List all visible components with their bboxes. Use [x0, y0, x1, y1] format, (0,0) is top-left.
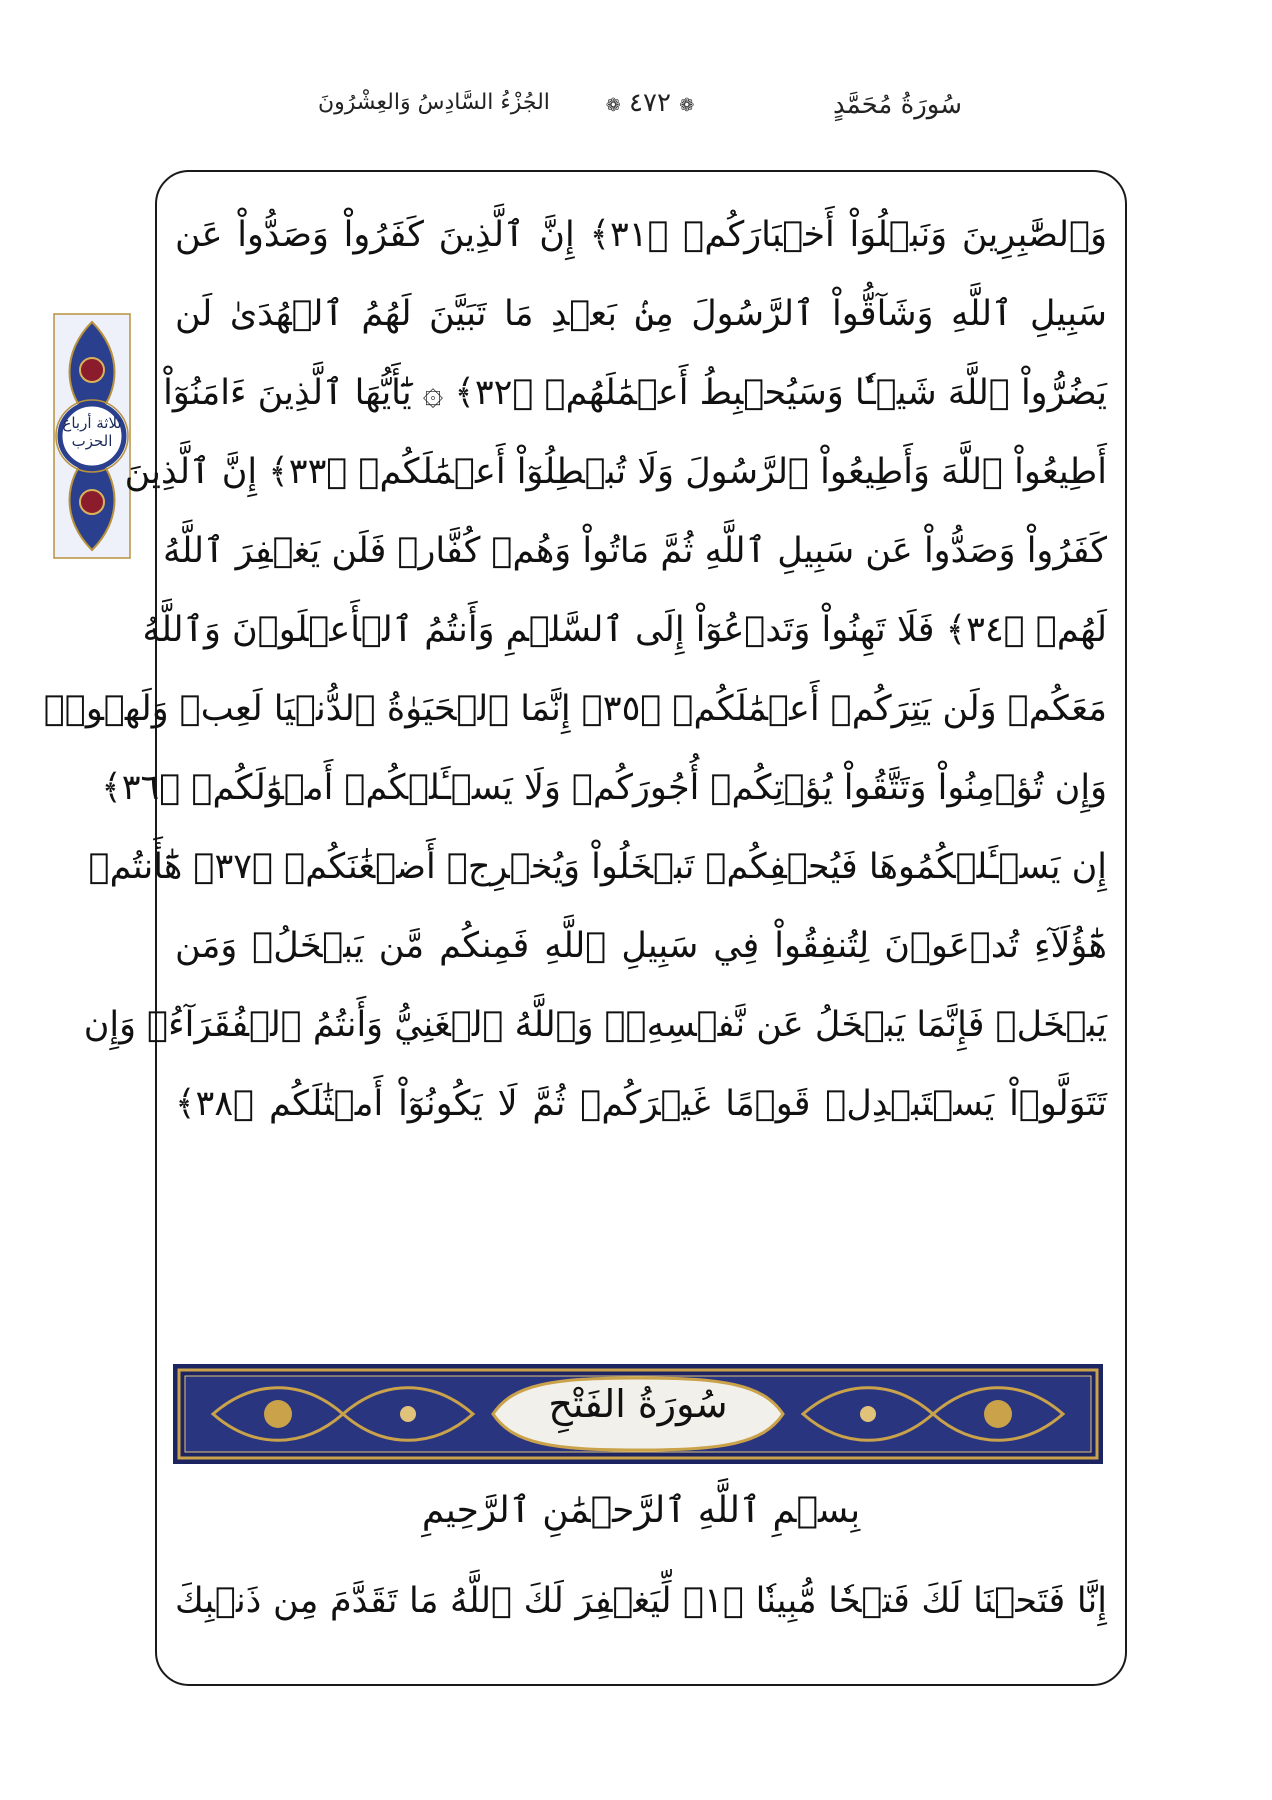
verse-line: أَطِيعُواْ ٱللَّهَ وَأَطِيعُواْ ٱلرَّسُولَ وَلَا تُبۡطِلُوٓاْ أَعۡمَٰلَكُمۡ ﴿٣٣﴾ إِنَّ ٱلَّذِينَ — [124, 452, 1107, 492]
basmala: بِسۡمِ ٱللَّهِ ٱلرَّحۡمَٰنِ ٱلرَّحِيمِ — [421, 1490, 861, 1531]
verse-line: يَبۡخَلۡ فَإِنَّمَا يَبۡخَلُ عَن نَّفۡسِهِۦۚ وَٱللَّهُ ٱلۡغَنِيُّ وَأَنتُمُ ٱلۡفُقَرَآءُۚ وَإِن — [83, 1005, 1107, 1045]
verse-line: تَتَوَلَّوۡاْ يَسۡتَبۡدِلۡ قَوۡمًا غَيۡرَكُمۡ ثُمَّ لَا يَكُونُوٓاْ أَمۡثَٰلَكُم ﴿٣٨﴾ — [175, 1084, 1107, 1124]
hizb-marker-label: ثلاثة أرباع الحزب — [62, 414, 122, 450]
verse-line: وَٱلصَّٰبِرِينَ وَنَبۡلُوَاْ أَخۡبَارَكُمۡ ﴿٣١﴾ إِنَّ ٱلَّذِينَ كَفَرُواْ وَصَدُّواْ عَن — [175, 215, 1107, 255]
verse-line: إِن يَسۡـَٔلۡكُمُوهَا فَيُحۡفِكُمۡ تَبۡخَلُواْ وَيُخۡرِجۡ أَضۡغَٰنَكُمۡ ﴿٣٧﴾ هَٰٓأَنتُمۡ — [88, 847, 1107, 887]
verse-line: سَبِيلِ ٱللَّهِ وَشَآقُّواْ ٱلرَّسُولَ مِنۢ بَعۡدِ مَا تَبَيَّنَ لَهُمُ ٱلۡهُدَىٰ لَن — [175, 294, 1107, 334]
page-number: ٤٧٢ — [629, 88, 671, 118]
verse-line: يَضُرُّواْ ٱللَّهَ شَيۡـٔٗا وَسَيُحۡبِطُ أَعۡمَٰلَهُمۡ ﴿٣٢﴾ ۞ يَٰٓأَيُّهَا ٱلَّذِينَ ءَامَنُوٓاْ — [163, 373, 1107, 413]
verse-line: وَإِن تُؤۡمِنُواْ وَتَتَّقُواْ يُؤۡتِكُمۡ أُجُورَكُمۡ وَلَا يَسۡـَٔلۡكُمۡ أَمۡوَٰلَكُمۡ ﴿٣٦﴾ — [101, 768, 1107, 808]
verse-line: إِنَّا فَتَحۡنَا لَكَ فَتۡحٗا مُّبِينٗا ﴿١﴾ لِّيَغۡفِرَ لَكَ ٱللَّهُ مَا تَقَدَّمَ مِن ذَنۢبِكَ — [175, 1581, 1107, 1621]
verse-lines-new-surah — [175, 1562, 1107, 1641]
surah-name: سُورَةُ الفَتْحِ — [548, 1382, 728, 1426]
verse-line: لَهُمۡ ﴿٣٤﴾ فَلَا تَهِنُواْ وَتَدۡعُوٓاْ إِلَى ٱلسَّلۡمِ وَأَنتُمُ ٱلۡأَعۡلَوۡنَ وَٱللَّهُ — [142, 610, 1107, 650]
verse-line: كَفَرُواْ وَصَدُّواْ عَن سَبِيلِ ٱللَّهِ ثُمَّ مَاتُواْ وَهُمۡ كُفَّارٞ فَلَن يَغۡفِرَ ٱللَّهُ — [162, 531, 1107, 571]
header-page-number-wrap — [600, 88, 700, 118]
verse-line: هَٰٓؤُلَآءِ تُدۡعَوۡنَ لِتُنفِقُواْ فِي سَبِيلِ ٱللَّهِ فَمِنكُم مَّن يَبۡخَلُۖ وَمَن — [175, 926, 1107, 966]
header-juz-title: الجُزْءُ السَّادِسُ وَالعِشْرُونَ — [318, 90, 550, 115]
ornament-right-icon: ❁ — [605, 95, 621, 116]
page-header — [0, 78, 1272, 138]
header-surah-title: سُورَةُ مُحَمَّدٍ — [832, 90, 962, 120]
verse-line: مَعَكُمۡ وَلَن يَتِرَكُمۡ أَعۡمَٰلَكُمۡ ﴿٣٥﴾ إِنَّمَا ٱلۡحَيَوٰةُ ٱلدُّنۡيَا لَعِبٞ وَلَهۡوٞۚ — [43, 689, 1107, 729]
ornament-left-icon: ❁ — [679, 95, 695, 116]
